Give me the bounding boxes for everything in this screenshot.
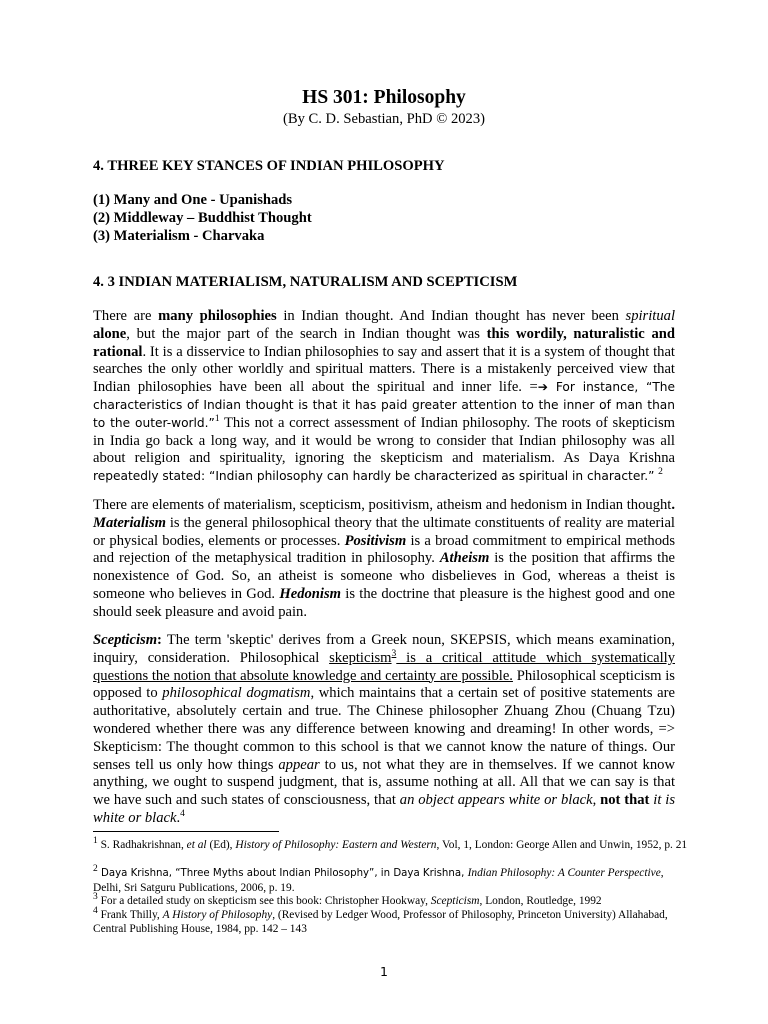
footnote-number: 4 (93, 906, 98, 917)
punctuation: . (671, 497, 676, 513)
text: This not a correct assessment of Indian philosophy. The roots of skepticism in India go back a long way, and it would be wrong to consider that Indian philosophy was all about religion and spirituality, ignoring the skepticism and materialism. As Daya Krishna (93, 414, 675, 467)
text: , Vol, 1, London: George Allen and Unwin, 1952, p. 21 (436, 839, 688, 851)
text: is the doctrine that pleasure is the highest good and one should seek pleasure and avoid pain. (93, 585, 675, 620)
book-title: Scepticism (430, 895, 480, 907)
emphasis: appear (278, 756, 320, 773)
text: is the general philosophical theory that the ultimate constituents of reality are material or physical bodies, elements or processes. (93, 514, 675, 549)
text: is the position that affirms the nonexistence of God. So, an atheist is someone who disbelieves in God, whereas a theist is someone who believes in God. (93, 550, 675, 602)
emphasis: philosophical dogmatism (162, 685, 311, 702)
footnote-3 (93, 894, 689, 908)
text: . (176, 809, 181, 826)
footnote-ref[interactable]: 4 (180, 809, 185, 820)
text: For a detailed study on skepticism see this book: Christopher Hookway, (97, 895, 431, 907)
text: , Delhi, Sri Satguru Publications, 2006, p. 19. (93, 867, 664, 895)
footnote-number: 1 (93, 836, 98, 847)
book-title: A History of Philosophy (162, 909, 273, 921)
page-number: 1 (380, 964, 388, 979)
arrow-icon: ➔ (537, 380, 548, 395)
text: to us, not what they are in themselves. If we cannot know anything, we ought to suspend judgment, that is, assume nothing at all. All that we can say is that we have such and such states of consciousness, that (93, 756, 675, 809)
text: There are elements of materialism, scepticism, positivism, atheism and hedonism in Indian thought (93, 497, 672, 513)
emphasis: not that (600, 792, 650, 809)
footnote-4 (93, 908, 689, 937)
emphasis: an object appears white or black (399, 792, 593, 809)
text: Philosophical scepticism is opposed to (93, 667, 675, 702)
paragraph-3 (93, 632, 675, 828)
text: in Indian thought. And Indian thought has never been (276, 308, 626, 324)
text: (Ed), (206, 839, 236, 851)
book-title: History of Philosophy: Eastern and Western (235, 839, 437, 851)
text: , (Revised by Ledger Wood, Professor of Philosophy, Princeton University) Allahabad, Central Publishing House, 1984, pp. 142 – 143 (93, 909, 668, 936)
section-4-3-heading: 4. 3 INDIAN MATERIALISM, NATURALISM AND SCEPTICISM (93, 274, 518, 290)
text: There are (93, 308, 159, 324)
text: Daya Krishna, “Three Myths about Indian Philosophy”, in Daya Krishna, (97, 868, 468, 879)
emphasis: it is white or black (93, 792, 675, 826)
quote-text: For instance, “The characteristics of Indian thought is that it has paid greater attention to the inner of man than to the outer-world.” (93, 380, 675, 430)
footnote-divider (93, 831, 279, 832)
text: , which maintains that a certain set of positive statements are authoritative, absolutely certain and true. The Chinese philosopher Zhuang Zhou (Chuang Tzu) wondered whether there was any difference between knowing and dreaming! In other words, => Skepticism: The thought common to this school is that we cannot know the nature of things. Our senses tell us only how things (93, 685, 675, 773)
footnote-ref[interactable]: 2 (658, 467, 663, 478)
footnote-1 (93, 838, 689, 852)
text: is a broad commitment to empirical methods and rejection of the metaphysical tradition in philosophy. (93, 532, 675, 567)
stance-item: (3) Materialism - Charvaka (93, 227, 265, 244)
quote-text: repeatedly stated: “Indian philosophy can hardly be characterized as spiritual in character.” (93, 469, 655, 484)
footnote-2 (93, 866, 689, 896)
text: The term 'skeptic' derives from a Greek noun, SKEPSIS, which means examination, inquiry, consideration. Philosophical (93, 632, 675, 666)
stance-item: (2) Middleway – Buddhist Thought (93, 209, 312, 226)
stances-list (93, 192, 675, 245)
text: . It is a disservice to Indian philosophies to say and assert that it is a system of thought that searches the only other worldly and spiritual matters. There is a mistakenly perceived view that Indian philosophies have been all about the spiritual and inner life. = (93, 343, 675, 396)
emphasis: et al (186, 839, 207, 851)
term-hedonism: Hedonism (279, 585, 341, 602)
emphasis: alone (93, 325, 127, 342)
page-subtitle: (By C. D. Sebastian, PhD © 2023) (282, 111, 486, 127)
term-atheism: Atheism (439, 550, 490, 567)
text: Frank Thilly, (97, 909, 163, 921)
book-title: Indian Philosophy: A Counter Perspective (467, 867, 661, 879)
paragraph-2 (93, 497, 675, 622)
footnote-number: 3 (93, 892, 98, 903)
emphasis: this wordily, naturalistic and rational (93, 325, 675, 360)
stance-item: (1) Many and One - Upanishads (93, 192, 293, 208)
emphasis: many philosophies (158, 308, 277, 324)
text: S. Radhakrishnan, (97, 839, 187, 851)
punctuation: : (157, 632, 162, 648)
section-4-heading: 4. THREE KEY STANCES OF INDIAN PHILOSOPHY (93, 158, 445, 174)
term-scepticism: Scepticism (93, 632, 158, 648)
underlined-text: skepticism (329, 649, 392, 666)
text: , London, Routledge, 1992 (479, 895, 602, 907)
term-positivism: Positivism (344, 532, 407, 549)
emphasis: spiritual (625, 308, 675, 324)
text: , (592, 792, 601, 809)
footnote-ref[interactable]: 3 (391, 648, 397, 659)
term-materialism: Materialism (93, 514, 166, 531)
page-title: HS 301: Philosophy (302, 87, 466, 108)
paragraph-1 (93, 308, 675, 486)
footnote-ref[interactable]: 1 (214, 413, 220, 424)
text: , but the major part of the search in Indian thought was (126, 325, 487, 342)
underlined-text: is a critical attitude which systematically questions the notion that absolute knowledge and certainty are possible. (93, 649, 675, 684)
footnote-number: 2 (93, 864, 98, 875)
